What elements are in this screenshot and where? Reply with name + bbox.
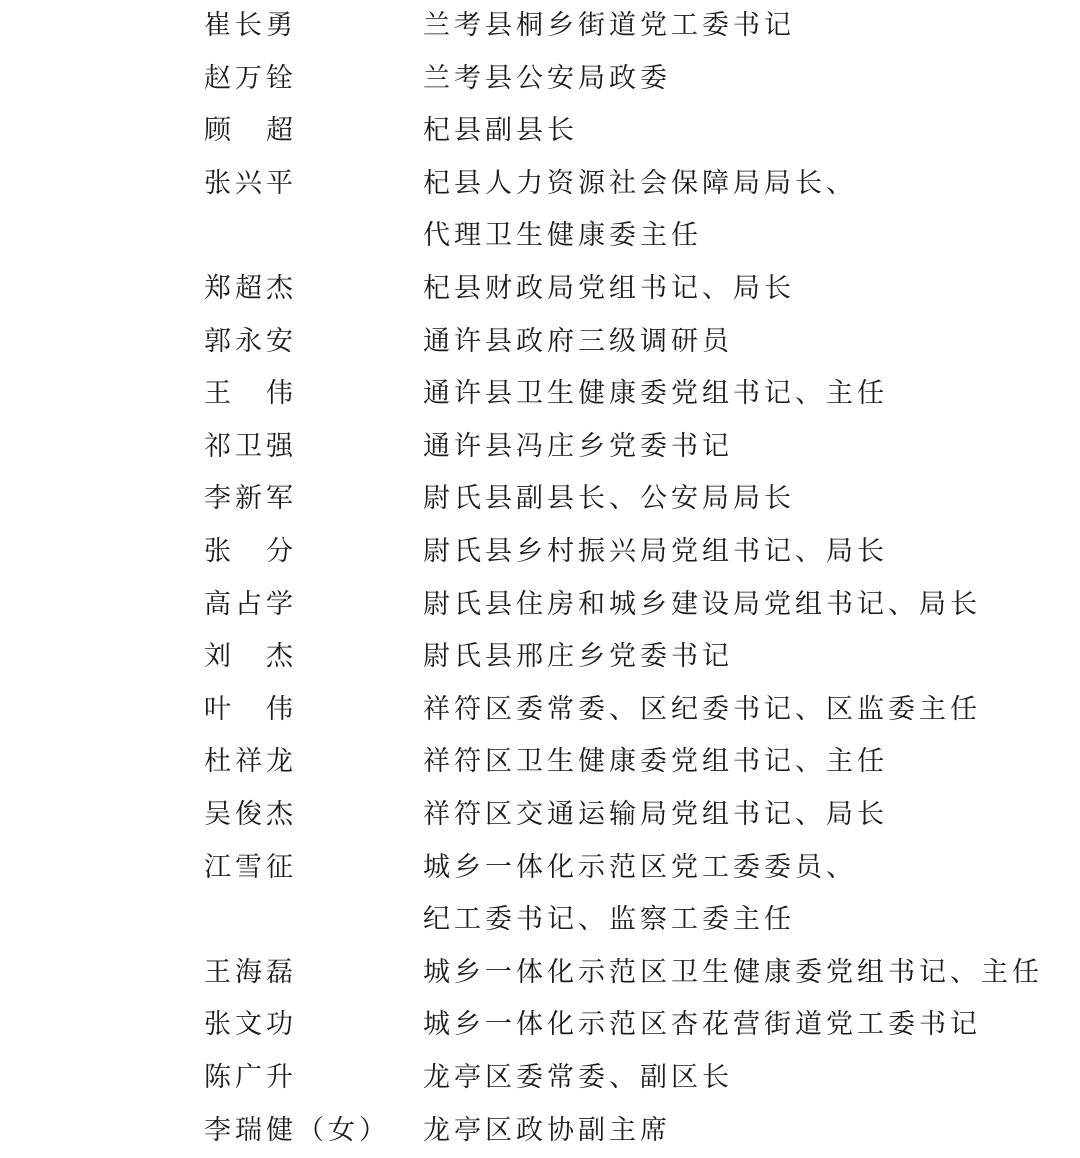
entry-row bbox=[0, 105, 1080, 157]
person-title: 尉氏县住房和城乡建设局党组书记、局长 bbox=[423, 588, 981, 620]
entry-row bbox=[0, 316, 1080, 368]
person-name: 郭永安 bbox=[204, 325, 297, 357]
person-title: 杞县人力资源社会保障局局长、 bbox=[423, 167, 857, 199]
entry-row bbox=[0, 526, 1080, 578]
entry-row bbox=[0, 473, 1080, 525]
person-name: 王 伟 bbox=[204, 378, 297, 410]
person-name: 张 分 bbox=[204, 536, 297, 567]
person-name: 郑超杰 bbox=[204, 273, 297, 304]
person-name: 李瑞健（女） bbox=[204, 1114, 390, 1146]
person-title: 纪工委书记、监察工委主任 bbox=[423, 904, 795, 936]
person-title: 尉氏县副县长、公安局局长 bbox=[423, 483, 795, 515]
person-name: 李新军 bbox=[204, 483, 297, 515]
person-name: 祁卫强 bbox=[204, 430, 297, 462]
person-title: 尉氏县乡村振兴局党组书记、局长 bbox=[423, 536, 888, 567]
person-name: 叶 伟 bbox=[204, 693, 297, 725]
entry-row bbox=[0, 1105, 1080, 1157]
person-title: 通许县冯庄乡党委书记 bbox=[423, 430, 733, 462]
person-title: 龙亭区政协副主席 bbox=[423, 1114, 671, 1146]
person-title: 杞县副县长 bbox=[423, 115, 578, 147]
entry-row bbox=[0, 579, 1080, 631]
entry-row bbox=[0, 842, 1080, 894]
person-name: 王海磊 bbox=[204, 956, 297, 988]
person-name: 江雪征 bbox=[204, 851, 297, 883]
person-title: 通许县政府三级调研员 bbox=[423, 325, 733, 357]
entry-row bbox=[0, 263, 1080, 315]
person-name: 赵万铨 bbox=[204, 62, 297, 94]
person-title: 城乡一体化示范区卫生健康委党组书记、主任 bbox=[423, 956, 1043, 988]
person-title: 城乡一体化示范区杏花营街道党工委书记 bbox=[423, 1009, 981, 1041]
person-title: 城乡一体化示范区党工委委员、 bbox=[423, 851, 857, 883]
person-name: 吴俊杰 bbox=[204, 799, 297, 830]
entry-row bbox=[0, 999, 1080, 1051]
person-title: 杞县财政局党组书记、局长 bbox=[423, 273, 795, 304]
person-title: 兰考县桐乡街道党工委书记 bbox=[423, 10, 795, 41]
person-title: 通许县卫生健康委党组书记、主任 bbox=[423, 378, 888, 410]
person-name: 杜祥龙 bbox=[204, 746, 297, 778]
person-title: 代理卫生健康委主任 bbox=[423, 220, 702, 252]
entry-row bbox=[0, 158, 1080, 210]
entry-row bbox=[0, 421, 1080, 473]
entry-row bbox=[0, 631, 1080, 683]
entry-row bbox=[0, 736, 1080, 788]
person-name: 陈广升 bbox=[204, 1062, 297, 1093]
person-title: 祥符区卫生健康委党组书记、主任 bbox=[423, 746, 888, 778]
person-name: 张兴平 bbox=[204, 167, 297, 199]
entry-row-continuation bbox=[0, 894, 1080, 946]
person-title: 祥符区委常委、区纪委书记、区监委主任 bbox=[423, 693, 981, 725]
entry-row bbox=[0, 53, 1080, 105]
person-name: 顾 超 bbox=[204, 115, 297, 147]
person-title: 祥符区交通运输局党组书记、局长 bbox=[423, 799, 888, 830]
person-title: 兰考县公安局政委 bbox=[423, 62, 671, 94]
entry-row bbox=[0, 368, 1080, 420]
entry-row bbox=[0, 684, 1080, 736]
person-name: 崔长勇 bbox=[204, 10, 297, 41]
entry-row bbox=[0, 0, 1080, 52]
person-name: 张文功 bbox=[204, 1009, 297, 1041]
person-title: 尉氏县邢庄乡党委书记 bbox=[423, 641, 733, 673]
entry-row-continuation bbox=[0, 210, 1080, 262]
entry-row bbox=[0, 947, 1080, 999]
person-name: 高占学 bbox=[204, 588, 297, 620]
person-title: 龙亭区委常委、副区长 bbox=[423, 1062, 733, 1093]
entry-row bbox=[0, 1052, 1080, 1104]
entry-row bbox=[0, 789, 1080, 841]
person-name: 刘 杰 bbox=[204, 641, 297, 673]
